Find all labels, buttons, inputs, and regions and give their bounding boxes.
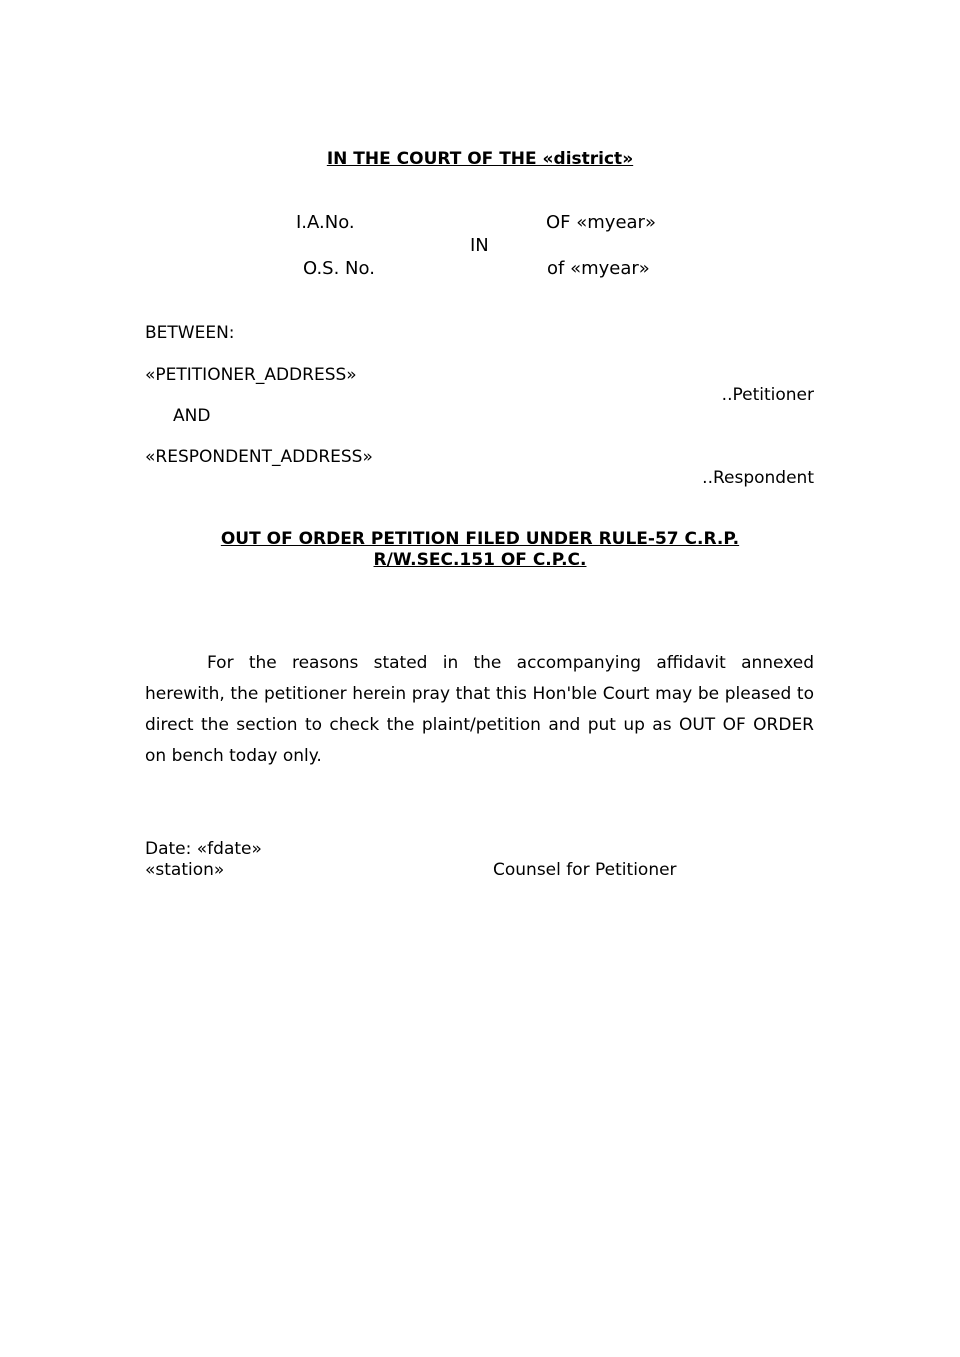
respondent-address: «RESPONDENT_ADDRESS» bbox=[145, 447, 373, 467]
petitioner-role: ..Petitioner bbox=[721, 385, 814, 405]
petition-title-line-1: OUT OF ORDER PETITION FILED UNDER RULE-57 C.R.P. bbox=[220, 529, 740, 549]
station-line: «station» bbox=[145, 860, 225, 880]
petition-title bbox=[0, 529, 960, 571]
os-year-label: of «myear» bbox=[547, 258, 650, 279]
os-number-label: O.S. No. bbox=[303, 258, 375, 279]
between-label: BETWEEN: bbox=[145, 323, 235, 343]
petition-title-line-2: R/W.SEC.151 OF C.P.C. bbox=[373, 550, 587, 570]
counsel-signature-label: Counsel for Petitioner bbox=[493, 860, 677, 880]
date-line: Date: «fdate» bbox=[145, 839, 262, 859]
petitioner-address: «PETITIONER_ADDRESS» bbox=[145, 365, 357, 385]
ia-number-label: I.A.No. bbox=[296, 212, 355, 233]
petition-body: For the reasons stated in the accompanying affidavit annexed herewith, the petitioner herein pray that this Hon'ble Court may be pleased to direct the section to check the plaint/petition and put up as OUT OF ORDER on bench today only. bbox=[145, 653, 814, 766]
court-title: IN THE COURT OF THE «district» bbox=[326, 149, 634, 169]
ia-year-label: OF «myear» bbox=[546, 212, 656, 233]
and-label: AND bbox=[173, 406, 211, 426]
respondent-role: ..Respondent bbox=[702, 468, 814, 488]
in-label: IN bbox=[470, 235, 489, 256]
